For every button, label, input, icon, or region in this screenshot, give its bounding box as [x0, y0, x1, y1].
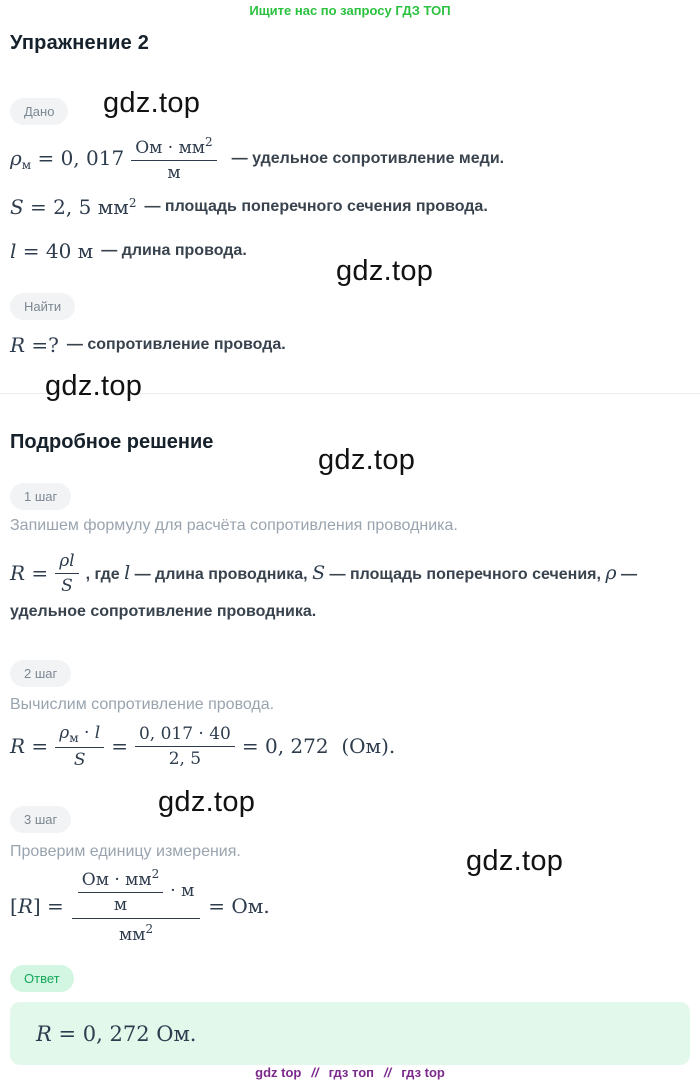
answer-formula: R = 0, 272 Ом. [36, 1021, 197, 1046]
step3-formula-row [10, 867, 690, 945]
area-description: — площадь поперечного сечения провода. [144, 198, 488, 215]
watermark: gdz.top [336, 255, 434, 287]
step3-result: = Ом. [208, 894, 270, 918]
length-formula: l = 40 м [10, 239, 94, 263]
answer-badge: Ответ [10, 965, 74, 992]
step1-lhs: R = [10, 561, 49, 585]
promo-banner[interactable]: Ищите нас по запросу ГДЗ ТОП [249, 3, 451, 18]
watermark: gdz.top [103, 87, 201, 119]
step3-big-fraction: $\frac{Ом \cdot мм^2}{м}$ · м $мм^2$ [72, 867, 201, 945]
step1-inline-text: , где l — длина проводника, S — площадь поперечного сечения, ρ — [85, 562, 638, 584]
area-formula: S = 2, 5 $мм^2$ [10, 195, 137, 219]
watermark: gdz.top [158, 786, 256, 818]
step1-badge: 1 шаг [10, 483, 71, 510]
rho-description: — удельное сопротивление меди. [231, 150, 505, 167]
step2-badge: 2 шаг [10, 660, 71, 687]
rho-formula: $\rho_м = 0$, 017 [10, 146, 125, 172]
step1-text: Запишем формулу для расчёта сопротивления проводника. [10, 517, 458, 534]
step2-formula-row [10, 718, 690, 774]
watermark: gdz.top [45, 370, 143, 402]
given-line-area [10, 195, 690, 219]
given-line-resistivity [10, 133, 690, 185]
solution-heading: Подробное решение [10, 431, 214, 453]
footer [0, 1065, 700, 1080]
step2-fraction2: $\frac{0, 017 \cdot 40}{2, 5}$ [135, 724, 235, 769]
find-description: — сопротивление провода. [66, 336, 286, 353]
step3-text: Проверим единицу измерения. [10, 843, 241, 860]
step1-fraction: $\frac{\rho l}{S}$ [55, 551, 78, 596]
find-badge: Найти [10, 293, 75, 320]
step3-badge: 3 шаг [10, 806, 71, 833]
footer-link-1[interactable]: gdz top [255, 1065, 302, 1080]
step2-lhs: R = [10, 734, 49, 758]
footer-link-3[interactable]: гдз top [401, 1065, 445, 1080]
step1-formula-row [10, 547, 690, 599]
watermark: gdz.top [318, 444, 416, 476]
step1-text-line2: удельное сопротивление проводника. [10, 603, 317, 620]
step2-result: = 0, 272 (Ом). [241, 734, 396, 758]
step2-equals: = [111, 734, 128, 758]
page-title: Упражнение 2 [10, 32, 150, 54]
find-line [10, 333, 690, 357]
rho-fraction: $\frac{Ом \cdot мм^2}{м}$ [131, 135, 216, 183]
watermark: gdz.top [466, 845, 564, 877]
step3-lhs: [R] = [10, 894, 64, 918]
step3-inner-fraction: $\frac{Ом \cdot мм^2}{м}$ [78, 867, 163, 915]
step2-fraction1: $\frac{\rho_м \cdot l}{S}$ [55, 723, 104, 770]
footer-link-2[interactable]: гдз топ [328, 1065, 374, 1080]
footer-separator: // [311, 1065, 319, 1080]
step2-text: Вычислим сопротивление провода. [10, 696, 275, 713]
find-formula: R =? [10, 333, 59, 357]
length-description: — длина провода. [101, 242, 247, 259]
answer-box [10, 1002, 690, 1065]
given-badge: Дано [10, 98, 68, 125]
footer-separator: // [384, 1065, 392, 1080]
